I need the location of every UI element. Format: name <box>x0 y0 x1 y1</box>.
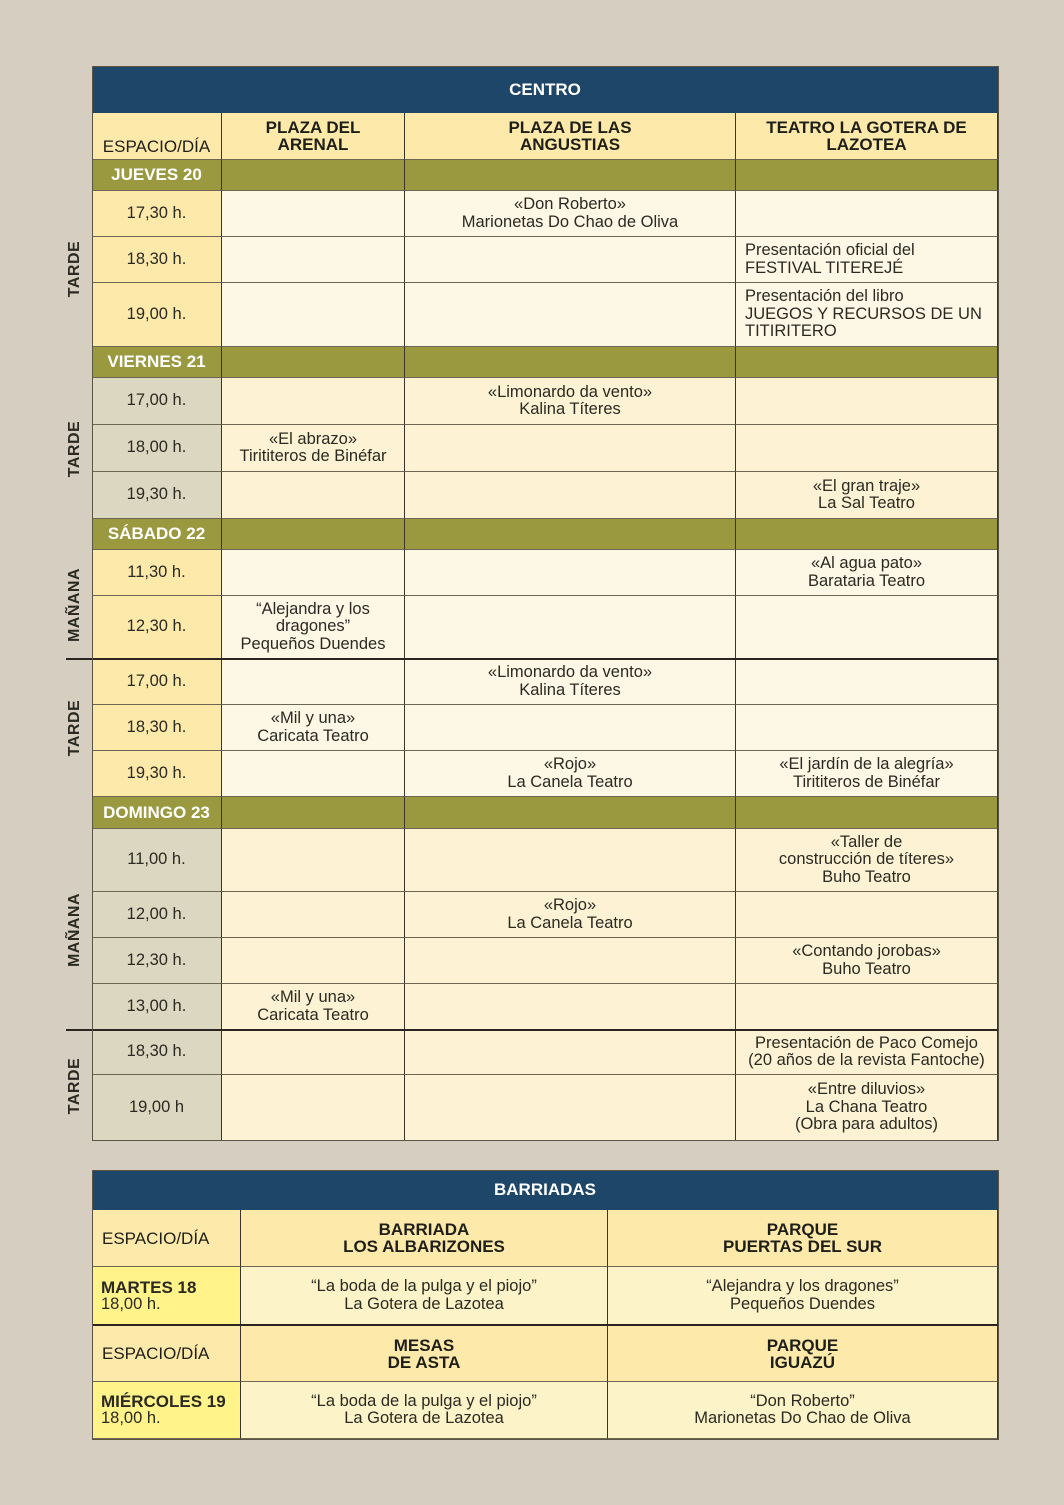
text-line: ANGUSTIAS <box>519 135 621 154</box>
section-title-centro: CENTRO <box>92 66 998 113</box>
empty-cell <box>736 191 998 237</box>
text-line: «Taller de <box>830 832 903 851</box>
empty-cell <box>222 283 405 347</box>
text-line: LOS ALBARIZONES <box>343 1237 505 1256</box>
text-line: Presentación oficial del <box>745 241 915 259</box>
text-line: Pequeños Duendes <box>730 1294 875 1313</box>
text-line: Marionetas Do Chao de Oliva <box>694 1409 911 1427</box>
text-line: MESAS <box>393 1335 455 1355</box>
text-line: «Entre diluvios» <box>807 1080 926 1099</box>
text-line: «Mil y una» <box>270 988 356 1006</box>
time-slot: 19,00 h. <box>92 283 222 347</box>
text-line: PLAZA DEL <box>265 118 361 137</box>
empty-cell <box>405 472 736 519</box>
day-header-filler <box>405 797 736 829</box>
period-divider <box>66 1029 998 1031</box>
text-line: «Mil y una» <box>270 709 356 727</box>
text-line: «Limonardo da vento» <box>487 382 653 401</box>
block-divider <box>92 1324 998 1326</box>
period-label <box>58 829 92 1030</box>
venue-header <box>608 1326 998 1382</box>
empty-cell <box>222 472 405 519</box>
text-line: “Alejandra y los dragones” <box>706 1277 899 1295</box>
event-cell <box>736 751 998 797</box>
text-line: Pequeños Duendes <box>240 634 386 653</box>
time-slot: 19,00 h <box>92 1075 222 1141</box>
day-header: VIERNES 21 <box>92 347 222 378</box>
empty-cell <box>405 596 736 659</box>
text-line: La Gotera de Lazotea <box>344 1294 504 1313</box>
time-slot: 17,00 h. <box>92 378 222 425</box>
empty-cell <box>736 425 998 472</box>
text-line: “Don Roberto” <box>750 1391 855 1410</box>
empty-cell <box>736 378 998 425</box>
espacio-dia-label: ESPACIO/DÍA <box>92 1326 241 1382</box>
event-cell <box>736 829 998 892</box>
day-header-filler <box>222 797 405 829</box>
empty-cell <box>405 1075 736 1141</box>
day-header-filler <box>405 347 736 378</box>
event-cell <box>736 938 998 984</box>
espacio-dia-label: ESPACIO/DÍA <box>92 113 222 160</box>
period-label <box>58 378 92 519</box>
empty-cell <box>405 984 736 1030</box>
time-slot: 12,00 h. <box>92 892 222 938</box>
text-line: “La boda de la pulga y el piojo” <box>311 1277 537 1295</box>
text-line: LAZOTEA <box>826 135 907 154</box>
text-line: Barataria Teatro <box>807 571 926 590</box>
event-cell <box>736 550 998 596</box>
day-time-cell <box>92 1267 241 1325</box>
text-line: PARQUE <box>766 1220 839 1239</box>
time-slot: 18,00 h. <box>92 425 222 472</box>
text-line: «Don Roberto» <box>514 195 626 213</box>
venue-header <box>405 113 736 160</box>
text-line: «El abrazo» <box>268 429 358 448</box>
time-slot: 11,30 h. <box>92 550 222 596</box>
period-label-text: TARDE <box>66 240 84 298</box>
empty-cell <box>222 191 405 237</box>
day-header-filler <box>405 519 736 550</box>
event-cell <box>405 751 736 797</box>
time-slot: 18,30 h. <box>92 705 222 751</box>
text-line: ARENAL <box>277 135 349 154</box>
empty-cell <box>736 984 998 1030</box>
time-slot: 18,30 h. <box>92 237 222 283</box>
text-line: «Rojo» <box>543 896 597 914</box>
empty-cell <box>222 829 405 892</box>
empty-cell <box>736 892 998 938</box>
text-line: «Al agua pato» <box>810 554 922 572</box>
empty-cell <box>222 1030 405 1075</box>
empty-cell <box>405 938 736 984</box>
empty-cell <box>222 938 405 984</box>
event-cell <box>736 1075 998 1141</box>
time-slot: 12,30 h. <box>92 596 222 659</box>
event-cell <box>736 237 998 283</box>
time-slot: 17,30 h. <box>92 191 222 237</box>
empty-cell <box>405 550 736 596</box>
event-cell <box>222 425 405 472</box>
event-cell <box>222 984 405 1030</box>
empty-cell <box>736 596 998 659</box>
venue-header <box>222 113 405 160</box>
day-header-filler <box>736 519 998 550</box>
section-title-barriadas: BARRIADAS <box>92 1170 998 1210</box>
text-line: DE ASTA <box>387 1352 461 1372</box>
text-line: «Rojo» <box>543 755 597 773</box>
empty-cell <box>222 237 405 283</box>
text-line: La Gotera de Lazotea <box>344 1409 504 1427</box>
text-line: Caricata Teatro <box>257 726 369 745</box>
event-cell <box>405 191 736 237</box>
text-line: JUEGOS Y RECURSOS DE UN <box>745 304 982 323</box>
day-header-filler <box>222 347 405 378</box>
time-slot: 17,00 h. <box>92 659 222 705</box>
time-slot: 12,30 h. <box>92 938 222 984</box>
time-slot: 19,30 h. <box>92 751 222 797</box>
text-line: FESTIVAL TITEREJÉ <box>745 258 904 277</box>
time-slot: 11,00 h. <box>92 829 222 892</box>
venue-header <box>608 1210 998 1267</box>
venue-header <box>736 113 998 160</box>
text-line: (Obra para adultos) <box>794 1115 939 1134</box>
time-slot: 13,00 h. <box>92 984 222 1030</box>
text-line: construcción de títeres» <box>778 850 955 869</box>
empty-cell <box>222 892 405 938</box>
period-label <box>58 550 92 659</box>
event-cell <box>241 1382 608 1439</box>
text-line: La Canela Teatro <box>507 913 633 932</box>
venue-header <box>241 1210 608 1267</box>
event-cell <box>736 472 998 519</box>
empty-cell <box>405 705 736 751</box>
period-label-text: TARDE <box>66 699 84 757</box>
empty-cell <box>405 829 736 892</box>
period-label <box>58 1030 92 1141</box>
period-label-text: MAÑANA <box>66 892 84 967</box>
day-header-filler <box>736 160 998 191</box>
day-time: 18,00 h. <box>101 1409 161 1427</box>
event-cell <box>608 1267 998 1325</box>
period-label <box>58 659 92 797</box>
time-slot: 19,30 h. <box>92 472 222 519</box>
event-cell <box>736 283 998 347</box>
text-line: PARQUE <box>766 1335 839 1355</box>
day-header-filler <box>405 160 736 191</box>
text-line: “Alejandra y los <box>256 599 370 618</box>
text-line: Buho Teatro <box>822 959 911 978</box>
event-cell <box>405 378 736 425</box>
text-line: La Sal Teatro <box>818 494 915 512</box>
text-line: IGUAZÚ <box>769 1352 836 1372</box>
empty-cell <box>405 283 736 347</box>
text-line: PLAZA DE LAS <box>508 118 632 137</box>
day-header-filler <box>222 519 405 550</box>
text-line: Presentación del libro <box>745 287 904 306</box>
text-line: Kalina Títeres <box>519 680 621 699</box>
day-header: SÁBADO 22 <box>92 519 222 550</box>
event-cell <box>608 1382 998 1439</box>
empty-cell <box>736 659 998 705</box>
text-line: “La boda de la pulga y el piojo” <box>311 1391 537 1410</box>
event-cell <box>405 659 736 705</box>
text-line: «Limonardo da vento» <box>487 663 653 681</box>
text-line: PUERTAS DEL SUR <box>722 1237 882 1256</box>
empty-cell <box>405 237 736 283</box>
period-divider <box>66 658 998 660</box>
text-line: Tirititeros de Binéfar <box>239 447 387 465</box>
period-label <box>58 191 92 347</box>
text-line: «Contando jorobas» <box>792 942 941 960</box>
day-header-filler <box>222 160 405 191</box>
day-name: MIÉRCOLES 19 <box>101 1392 226 1411</box>
venue-header <box>241 1326 608 1382</box>
text-line: Tirititeros de Binéfar <box>792 772 941 791</box>
text-line: Kalina Títeres <box>519 400 621 418</box>
day-header-filler <box>736 797 998 829</box>
text-line: TITIRITERO <box>745 322 837 341</box>
text-line: Caricata Teatro <box>257 1005 369 1024</box>
period-label-text: TARDE <box>66 1057 84 1114</box>
text-line: TEATRO LA GOTERA DE <box>766 118 967 137</box>
text-line: «El jardín de la alegría» <box>779 755 954 773</box>
text-line: «El gran traje» <box>812 476 921 495</box>
day-header-filler <box>736 347 998 378</box>
empty-cell <box>222 751 405 797</box>
text-line: La Chana Teatro <box>805 1097 928 1116</box>
event-cell <box>405 892 736 938</box>
day-header: DOMINGO 23 <box>92 797 222 829</box>
day-time-cell <box>92 1382 241 1439</box>
time-slot: 18,30 h. <box>92 1030 222 1075</box>
empty-cell <box>222 550 405 596</box>
event-cell <box>241 1267 608 1325</box>
text-line: Marionetas Do Chao de Oliva <box>461 212 679 231</box>
text-line: BARRIADA <box>378 1220 470 1239</box>
empty-cell <box>222 1075 405 1141</box>
empty-cell <box>405 425 736 472</box>
empty-cell <box>222 659 405 705</box>
event-cell <box>222 705 405 751</box>
empty-cell <box>736 705 998 751</box>
text-line: La Canela Teatro <box>507 772 633 791</box>
text-line: (20 años de la revista Fantoche) <box>748 1051 985 1069</box>
period-label-text: TARDE <box>66 420 84 477</box>
empty-cell <box>405 1030 736 1075</box>
espacio-dia-label: ESPACIO/DÍA <box>92 1210 241 1267</box>
day-header: JUEVES 20 <box>92 160 222 191</box>
empty-cell <box>222 378 405 425</box>
text-line: Buho Teatro <box>822 867 911 886</box>
day-time: 18,00 h. <box>101 1294 161 1313</box>
text-line: Presentación de Paco Comejo <box>755 1033 978 1052</box>
period-label-text: MAÑANA <box>66 567 84 642</box>
event-cell <box>222 596 405 659</box>
text-line: dragones” <box>275 617 351 636</box>
day-name: MARTES 18 <box>101 1277 197 1297</box>
event-cell <box>736 1030 998 1075</box>
